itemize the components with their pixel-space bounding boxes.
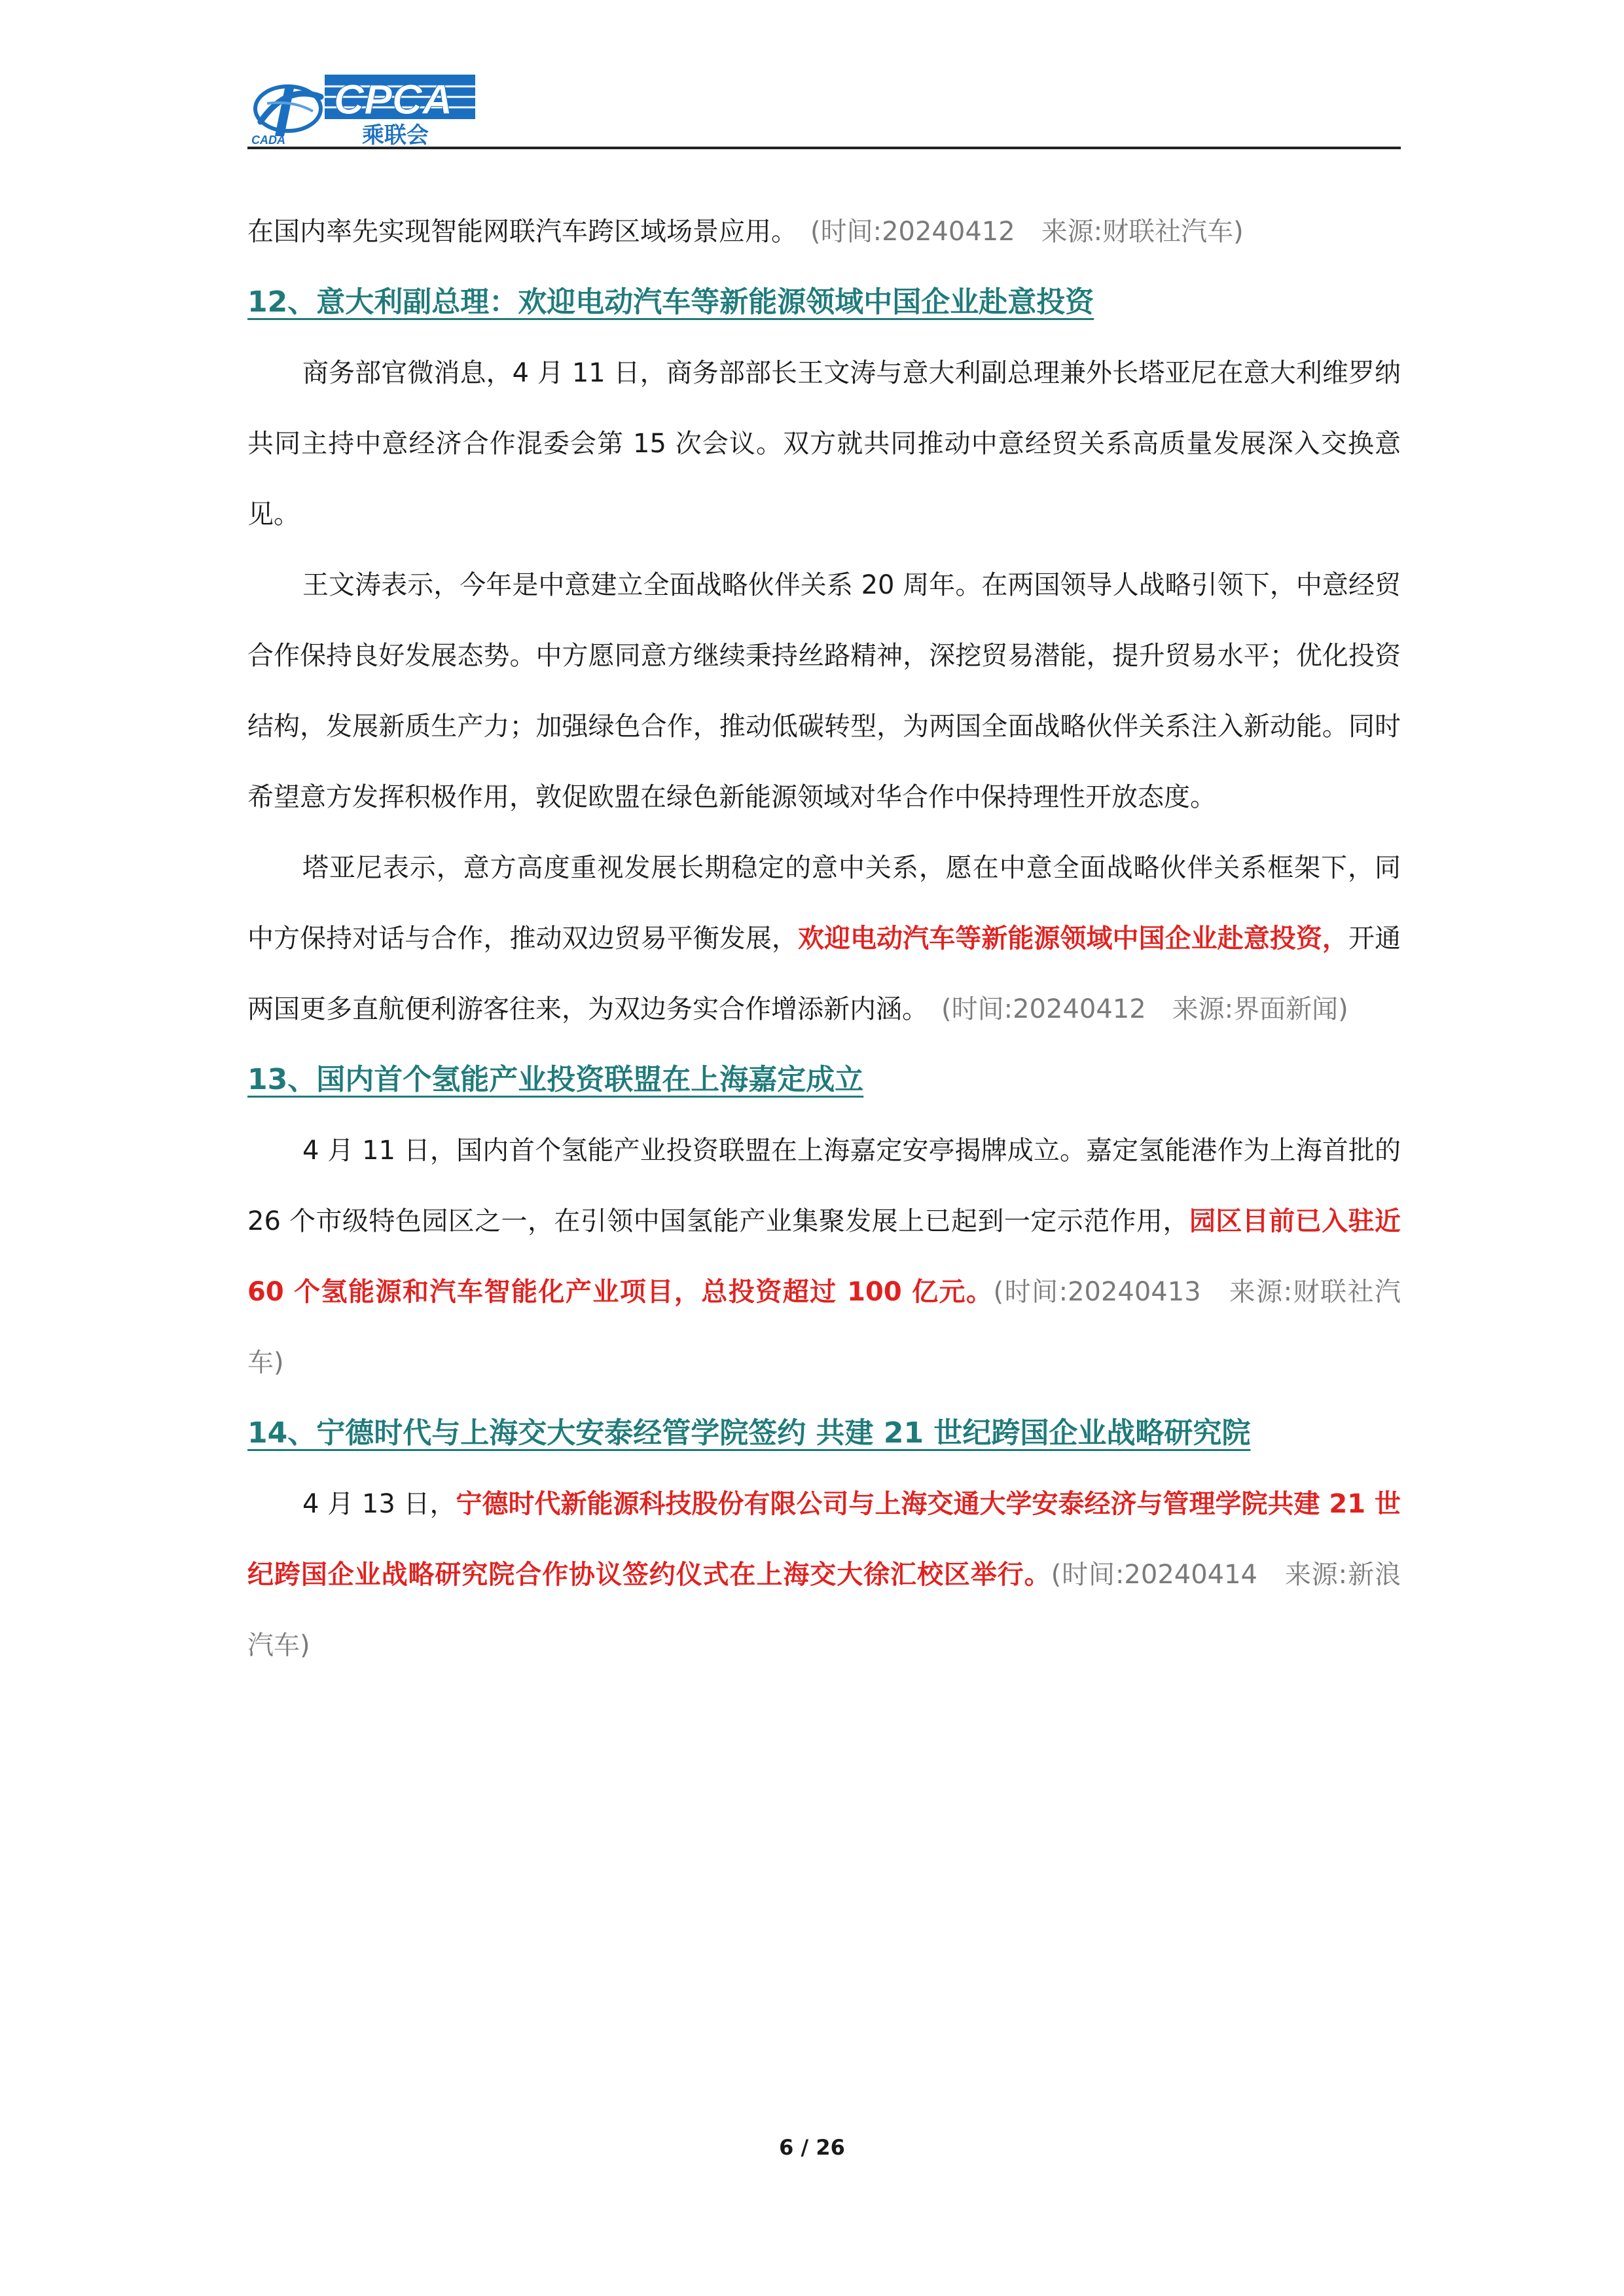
section-12-p3-highlight: 欢迎电动汽车等新能源领域中国企业赴意投资，	[797, 924, 1348, 954]
section-12-p3-meta: (时间:20240412 来源:界面新闻)	[941, 994, 1348, 1024]
section-13-paragraph-1	[247, 1115, 1401, 1398]
section-14-p1-meta: (时间:20240414 来源:新浪汽车)	[247, 1560, 1401, 1660]
intro-meta: (时间:20240412 来源:财联社汽车)	[810, 217, 1244, 247]
section-14-p1-text-a: 4 月 13 日，	[302, 1489, 456, 1519]
section-14-heading	[247, 1398, 1401, 1469]
logo-small-text: CADA	[251, 134, 285, 146]
section-12-heading	[247, 267, 1401, 338]
section-14-p1-highlight: 宁德时代新能源科技股份有限公司与上海交通大学安泰经济与管理学院共建 21 世纪跨国企业战略研究院合作协议签约仪式在上海交大徐汇校区举行。	[247, 1489, 1401, 1590]
section-12-paragraph-3	[247, 833, 1401, 1045]
section-14-paragraph-1	[247, 1469, 1401, 1681]
article-content	[247, 196, 1401, 1681]
header-divider	[247, 147, 1401, 149]
section-12-p3-text-a: 塔亚尼表示，意方高度重视发展长期稳定的意中关系，愿在中意全面战略伙伴关系框架下，同中方保持对话与合作，推动双边贸易平衡发展，	[247, 853, 1401, 954]
intro-text: 在国内率先实现智能网联汽车跨区域场景应用。	[247, 217, 784, 247]
section-12-p3-text-b: 开通两国更多直航便利游客往来，为双边务实合作增添新内涵。	[247, 924, 1401, 1024]
page-header	[247, 71, 1399, 149]
page-number: 6 / 26	[779, 2135, 845, 2160]
section-13-heading	[247, 1045, 1401, 1115]
section-13-p1-highlight: 园区目前已入驻近 60 个氢能源和汽车智能化产业项目，总投资超过 100 亿元。	[247, 1206, 1401, 1307]
section-14-title: 14、宁德时代与上海交大安泰经管学院签约 共建 21 世纪跨国企业战略研究院	[247, 1416, 1251, 1450]
cpca-logo	[247, 71, 483, 146]
section-12-paragraph-1: 商务部官微消息，4 月 11 日，商务部部长王文涛与意大利副总理兼外长塔亚尼在意大利维罗纳共同主持中意经济合作混委会第 15 次会议。双方就共同推动中意经贸关系高质量发展深入交换意见。	[247, 358, 1401, 529]
logo-text: CPCA	[334, 76, 453, 123]
section-12-title: 12、意大利副总理：欢迎电动汽车等新能源领域中国企业赴意投资	[247, 285, 1094, 319]
section-12-paragraph-2: 王文涛表示，今年是中意建立全面战略伙伴关系 20 周年。在两国领导人战略引领下，中意经贸合作保持良好发展态势。中方愿同意方继续秉持丝路精神，深挖贸易潜能，提升贸易水平；优化投资结构，发展新质生产力；加强绿色合作，推动低碳转型，为两国全面战略伙伴关系注入新动能。同时希望意方发挥积极作用，敦促欧盟在绿色新能源领域对华合作中保持理性开放态度。	[247, 570, 1401, 812]
logo-sub-text: 乘联会	[362, 122, 429, 146]
section-13-p1-text-a: 4 月 11 日，国内首个氢能产业投资联盟在上海嘉定安亭揭牌成立。嘉定氢能港作为上海首批的 26 个市级特色园区之一，在引领中国氢能产业集聚发展上已起到一定示范作用，	[247, 1136, 1401, 1236]
section-13-title: 13、国内首个氢能产业投资联盟在上海嘉定成立	[247, 1063, 864, 1096]
intro-paragraph	[247, 196, 1401, 267]
section-13-p1-meta: (时间:20240413 来源:财联社汽车)	[247, 1277, 1401, 1378]
